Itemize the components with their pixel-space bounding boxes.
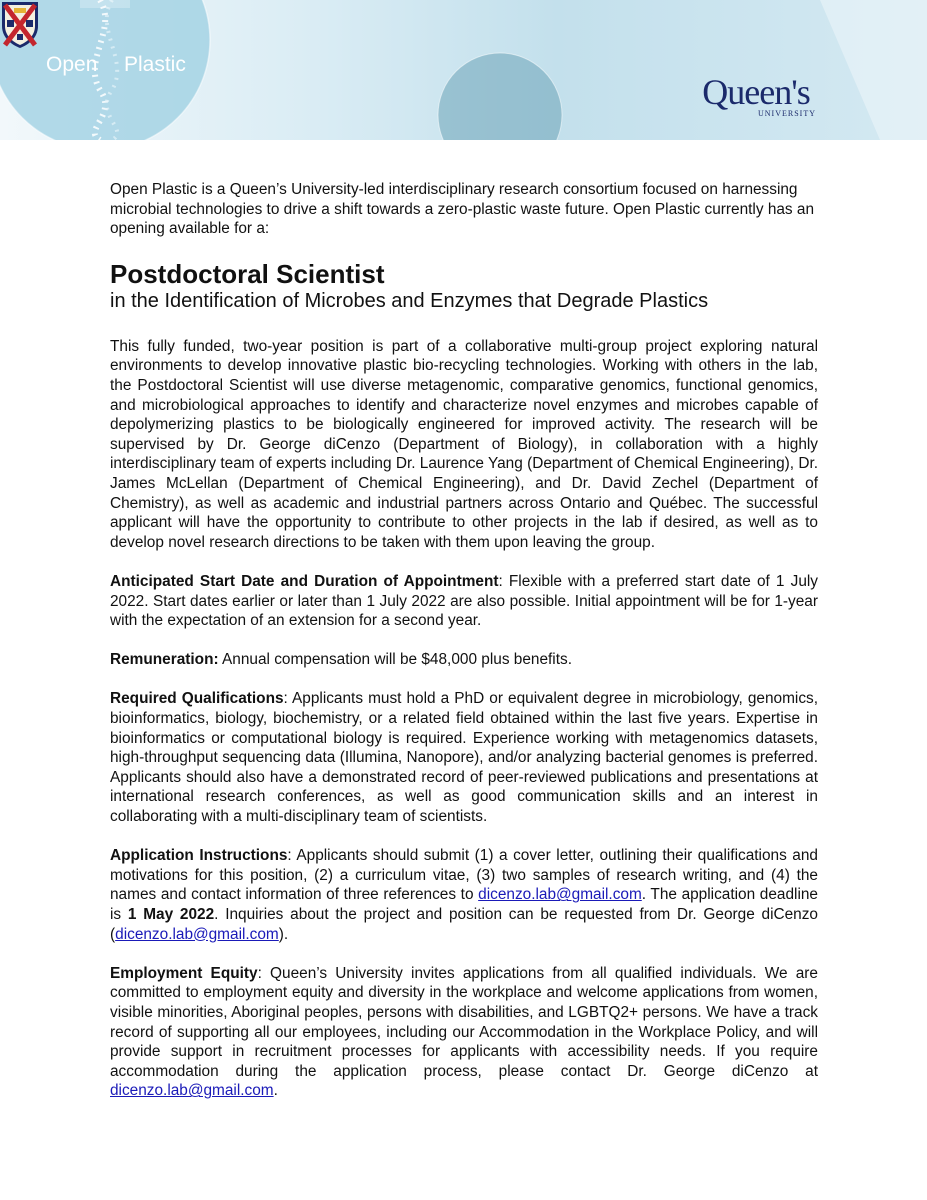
email-link[interactable]: dicenzo.lab@gmail.com [478, 886, 642, 904]
page-title: Postdoctoral Scientist [110, 258, 385, 289]
remuneration-label: Remuneration: [110, 651, 219, 669]
queens-crest-icon [0, 0, 40, 50]
header-banner [0, 0, 927, 140]
qualifications-text: : Applicants must hold a PhD or equivalent degree in microbiology, genomics, bioinformatics, biology, biochemistry, or a related field obtained within the last five years. Expertise in bioinformatics or computational biology is required. Experience working with metagenomics datasets, high-throughput sequencing data (Illumina, Nanopore), and/or analyzing bacterial genomes is preferred. Applicants should also have a demonstrated record of peer-reviewed publications and presentations at international research conferences, as well as good communication skills and an interest in collaborating with a multi-disciplinary team of scientists. [110, 690, 818, 826]
remuneration-section [110, 650, 818, 670]
banner-wedge-shape [820, 0, 927, 140]
logo-mark-shape [80, 0, 130, 8]
page-subtitle: in the Identification of Microbes and Enzymes that Degrade Plastics [110, 289, 709, 312]
application-section [110, 846, 818, 944]
equity-end: . [273, 1082, 278, 1100]
description-paragraph: This fully funded, two-year position is part of a collaborative multi-group project exploring natural environments to develop innovative plastic bio-recycling technologies. Working with others in the lab, the Postdoctoral Scientist will use diverse metagenomic, comparative genomics, functional genomics, and microbiological approaches to identify and characterize novel enzymes and microbes capable of depolymerizing plastics to be biologically engineered for improved activity. The research will be supervised by Dr. George diCenzo (Department of Biology), in collaboration with a highly interdisciplinary team of experts including Dr. Laurence Yang (Department of Chemical Engineering), Dr. James McLellan (Department of Chemical Engineering), and Dr. David Zechel (Department of Chemistry), as well as academic and industrial partners across Ontario and Québec. The successful applicant will have the opportunity to contribute to other projects in the lab if desired, as well as to develop novel research directions to be taken with them upon leaving the group. [110, 337, 818, 551]
application-text: ). [278, 925, 289, 943]
equity-label: Employment Equity [110, 964, 258, 982]
remuneration-text: Annual compensation will be $48,000 plus benefits. [218, 651, 572, 669]
equity-section [110, 964, 818, 1101]
start-date-label: Anticipated Start Date and Duration of Appointment [110, 572, 499, 590]
queens-logo-text: Queen's [702, 72, 810, 112]
email-link[interactable]: dicenzo.lab@gmail.com [115, 925, 279, 943]
application-label: Application Instructions [110, 847, 288, 865]
application-text: . The application deadline is [110, 886, 818, 923]
email-link[interactable]: dicenzo.lab@gmail.com [110, 1082, 274, 1100]
start-date-section [110, 572, 818, 631]
start-date-text: : Flexible with a preferred start date of 1 July 2022. Start dates earlier or later than 1 July 2022 are also possible. Initial appointment will be for 1-year with the expectation of an extension for a second year. [110, 572, 818, 630]
document-body [110, 180, 818, 1121]
application-text: : Applicants should submit (1) a cover letter, outlining their qualifications and motivations for this position, (2) a curriculum vitae, (3) two samples of research writing, and (4) the names and contact information of three references to [110, 847, 818, 904]
qualifications-section [110, 689, 818, 826]
deadline-date: 1 May 2022 [127, 906, 215, 923]
logo-open-text: Open [46, 53, 98, 76]
application-text: . Inquiries about the project and position can be requested from Dr. George diCenzo ( [110, 906, 818, 943]
banner-circle-shape [438, 53, 562, 140]
intro-paragraph: Open Plastic is a Queen’s University-led interdisciplinary research consortium focused on harnessing microbial technologies to drive a shift towards a zero-plastic waste future. Open Plastic currently has an opening available for a: [110, 181, 815, 238]
logo-plastic-text: Plastic [124, 53, 186, 76]
equity-text: : Queen’s University invites applications from all qualified individuals. We are committed to employment equity and diversity in the workplace and welcome applications from women, visible minorities, Aboriginal peoples, persons with disabilities, and LGBTQ2+ persons. We have a track record of supporting all our employees, including our Accommodation in the Workplace Policy, and will provide support in recruitment processes for applicants with accessibility needs. If you require accommodation during the application process, please contact Dr. George diCenzo at [110, 964, 818, 1080]
queens-logo-subtext: UNIVERSITY [758, 109, 816, 118]
qualifications-label: Required Qualifications [110, 690, 284, 708]
